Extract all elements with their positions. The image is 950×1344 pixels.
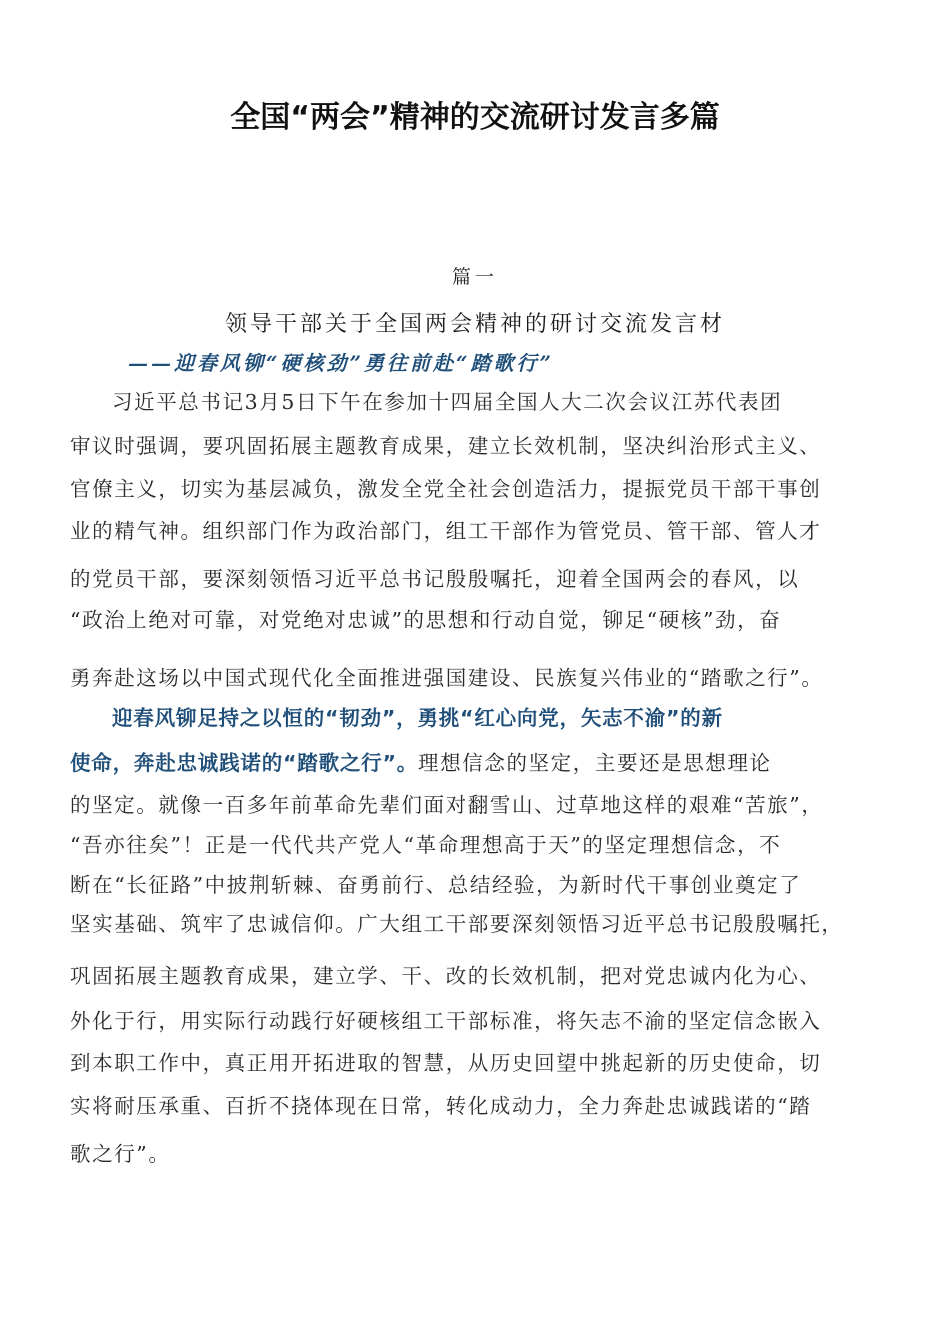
speech-title: 领导干部关于全国两会精神的研讨交流发言材 <box>224 312 725 337</box>
paragraph-line: “政治上绝对可靠，对党绝对忠诚”的思想和行动自觉，铆足“硬核”劲，奋 <box>70 608 782 632</box>
document-title: 全国“两会”精神的交流研讨发言多篇 <box>230 100 720 135</box>
paragraph-line: 习近平总书记3月5日下午在参加十四届全国人大二次会议江苏代表团 <box>112 390 783 414</box>
paragraph-heading: 迎春风铆足持之以恒的“韧劲”，勇挑“红心向党，矢志不渝”的新 <box>112 706 723 730</box>
paragraph-line: 外化于行，用实际行动践行好硬核组工干部标准，将矢志不渝的坚定信念嵌入 <box>70 1009 822 1033</box>
paragraph-text: 理想信念的坚定，主要还是思想理论 <box>418 751 772 775</box>
paragraph-line: 歌之行”。 <box>70 1142 171 1166</box>
speech-subtitle: ——迎春风铆“硬核劲”勇往前赴“踏歌行” <box>128 351 555 375</box>
paragraph-line <box>70 753 884 774</box>
paragraph-line: 实将耐压承重、百折不挠体现在日常，转化成动力，全力奔赴忠诚践诺的“踏 <box>70 1094 812 1118</box>
paragraph-line: 审议时强调，要巩固拓展主题教育成果，建立长效机制，坚决纠治形式主义、 <box>70 434 822 458</box>
paragraph-line: 到本职工作中，真正用开拓进取的智慧，从历史回望中挑起新的历史使命，切 <box>70 1051 822 1075</box>
paragraph-line: 业的精气神。组织部门作为政治部门，组工干部作为管党员、管干部、管人才 <box>70 519 822 543</box>
section-label: 篇一 <box>451 266 498 288</box>
paragraph-line: 官僚主义，切实为基层减负，激发全党全社会创造活力，提振党员干部干事创 <box>70 477 822 501</box>
paragraph-line: 坚实基础、筑牢了忠诚信仰。广大组工干部要深刻领悟习近平总书记殷殷嘱托， <box>70 912 844 936</box>
paragraph-heading: 使命，奔赴忠诚践诺的“踏歌之行”。 <box>70 751 419 775</box>
paragraph-line: 勇奔赴这场以中国式现代化全面推进强国建设、民族复兴伟业的“踏歌之行”。 <box>70 666 824 690</box>
paragraph-line: 的坚定。就像一百多年前革命先辈们面对翻雪山、过草地这样的艰难“苦旅”， <box>70 793 824 817</box>
paragraph-line: 断在“长征路”中披荆斩棘、奋勇前行、总结经验，为新时代干事创业奠定了 <box>70 873 802 897</box>
paragraph-line: 的党员干部，要深刻领悟习近平总书记殷殷嘱托，迎着全国两会的春风，以 <box>70 567 800 591</box>
paragraph-line: “吾亦往矣”！正是一代代共产党人“革命理想高于天”的坚定理想信念，不 <box>70 833 782 857</box>
paragraph-line: 巩固拓展主题教育成果，建立学、干、改的长效机制，把对党忠诚内化为心、 <box>70 964 822 988</box>
